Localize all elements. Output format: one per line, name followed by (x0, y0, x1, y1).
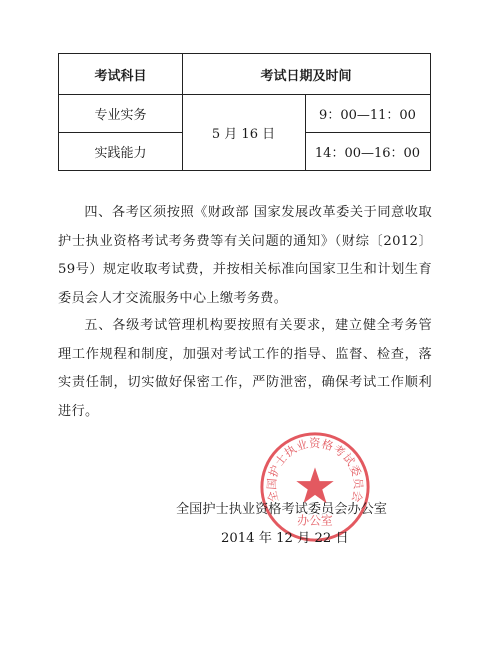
issuing-organization: 全国护士执业资格考试委员会办公室 (176, 502, 387, 517)
exam-schedule-table (58, 53, 431, 171)
issue-date: 2014 年 12 月 22 日 (221, 531, 349, 546)
exam-date-cell: 5 月 16 日 (211, 126, 276, 142)
subject-cell: 实践能力 (94, 145, 147, 161)
seal-inner-text: 办公室 (297, 513, 333, 528)
subject-cell: 专业实务 (94, 107, 147, 123)
seal-outer-text: 全国护士执业资格考试委员会 (265, 437, 365, 504)
paragraph-fee-collection: 四、各考区须按照《财政部 国家发展改革委关于同意收取护士执业资格考试考务费等有关问题的通知》（财综〔2012〕59号）规定收取考试费，并按相关标准向国家卫生和计划生育委员会人才交流服务中心上缴考务费。 (58, 205, 432, 306)
time-cell: 14：00—16：00 (314, 145, 421, 161)
paragraph-exam-management: 五、各级考试管理机构要按照有关要求，建立健全考务管理工作规程和制度，加强对考试工作的指导、监督、检查，落实责任制，切实做好保密工作，严防泄密，确保考试工作顺利进行。 (58, 318, 432, 419)
header-datetime: 考试日期及时间 (260, 68, 352, 84)
header-subject: 考试科目 (94, 68, 147, 84)
time-cell: 9：00—11：00 (319, 107, 416, 123)
